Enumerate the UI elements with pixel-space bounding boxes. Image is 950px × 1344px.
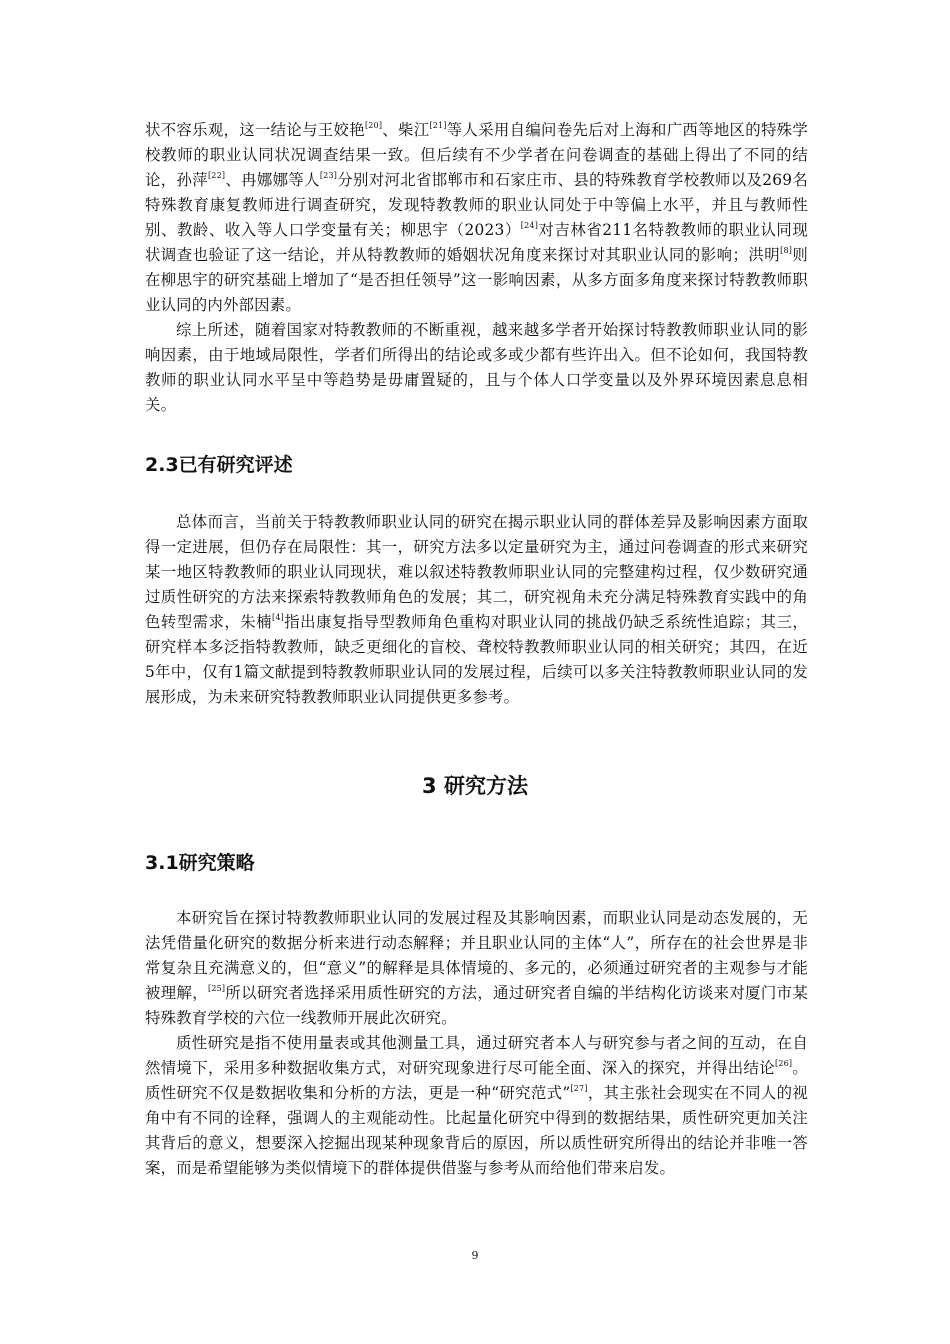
citation-ref[interactable]: [4] [272, 613, 284, 622]
text-block-2-3 [145, 510, 808, 710]
citation-ref[interactable]: [24] [520, 221, 539, 230]
citation-ref[interactable]: [27] [570, 1084, 588, 1093]
chapter-heading-3: 3 研究方法 [422, 774, 528, 798]
citation-ref[interactable]: [26] [775, 1059, 793, 1068]
paragraph-review: 总体而言，当前关于特教教师职业认同的研究在揭示职业认同的群体差异及影响因素方面取得一定进展，但仍存在局限性：其一，研究方法多以定量研究为主，通过问卷调查的形式来研究某一地区特教教师的职业认同现状，难以叙述特教教师职业认同的完整建构过程，仅少数研究通过质性研究的方法来探索特教教师角色的发展；其二，研究视角未充分满足特殊教育实践中的角色转型需求，朱楠[4]指出康复指导型教师角色重构对职业认同的挑战仍缺乏系统性追踪；其三，研究样本多泛指特教教师，缺乏更细化的盲校、聋校特教教师职业认同的相关研究；其四，在近5年中，仅有1篇文献提到特教教师职业认同的发展过程，后续可以多关注特教教师职业认同的发展形成，为未来研究特教教师职业认同提供更多参考。 [145, 513, 808, 706]
page-number: 9 [471, 1249, 479, 1262]
section-heading-3-1: 3.1研究策略 [145, 852, 255, 874]
paragraph-prior-findings: 状不容乐观，这一结论与王姣艳[20]、柴江[21]等人采用自编问卷先后对上海和广西等地区的特殊学校教师的职业认同状况调查结果一致。但后续有不少学者在问卷调查的基础上得出了不同的结论，孙萍[22]、冉娜娜等人[23]分别对河北省邯郸市和石家庄市、县的特殊教育学校教师以及269名特殊教育康复教师进行调查研究，发现特教教师的职业认同处于中等偏上水平，并且与教师性别、教龄、收入等人口学变量有关；柳思宇（2023）[24]对吉林省211名特教教师的职业认同现状调查也验证了这一结论，并从特教教师的婚姻状况角度来探讨对其职业认同的影响；洪明[8]则在柳思宇的研究基础上增加了“是否担任领导”这一影响因素，从多方面多角度来探讨特教教师职业认同的内外部因素。 [145, 121, 809, 314]
paragraph-qualitative: 质性研究是指不使用量表或其他测量工具，通过研究者本人与研究参与者之间的互动，在自然情境下，采用多种数据收集方式，对研究现象进行尽可能全面、深入的探究，并得出结论[26]。质性研究不仅是数据收集和分析的方法，更是一种“研究范式”[27]，其主张社会现实在不同人的视角中有不同的诠释，强调人的主观能动性。比起量化研究中得到的数据结果，质性研究更加关注其背后的意义，想要深入挖掘出现某种现象背后的原因，所以质性研究所得出的结论并非唯一答案，而是希望能够为类似情境下的群体提供借鉴与参考从而给他们带来启发。 [145, 1034, 808, 1177]
citation-ref[interactable]: [22] [207, 171, 226, 180]
section-heading-2-3: 2.3已有研究评述 [145, 454, 293, 476]
citation-ref[interactable]: [8] [780, 246, 793, 255]
text-block-intro [145, 118, 808, 418]
paragraph-strategy: 本研究旨在探讨特教教师职业认同的发展过程及其影响因素，而职业认同是动态发展的，无法凭借量化研究的数据分析来进行动态解释；并且职业认同的主体“人”，所存在的社会世界是非常复杂且充满意义的，但“意义”的解释是具体情境的、多元的，必须通过研究者的主观参与才能被理解，[25]所以研究者选择采用质性研究的方法，通过研究者自编的半结构化访谈来对厦门市某特殊教育学校的六位一线教师开展此次研究。 [145, 909, 808, 1027]
citation-ref[interactable]: [23] [319, 171, 338, 180]
paragraph-summary: 综上所述，随着国家对特教教师的不断重视，越来越多学者开始探讨特教教师职业认同的影响因素，由于地域局限性，学者们所得出的结论或多或少都有些许出入。但不论如何，我国特教教师的职业认同水平呈中等趋势是毋庸置疑的，且与个体人口学变量以及外界环境因素息息相关。 [145, 321, 808, 414]
text-block-3-1 [145, 906, 808, 1181]
citation-ref[interactable]: [20] [364, 121, 383, 130]
citation-ref[interactable]: [25] [208, 984, 226, 993]
citation-ref[interactable]: [21] [429, 121, 447, 130]
